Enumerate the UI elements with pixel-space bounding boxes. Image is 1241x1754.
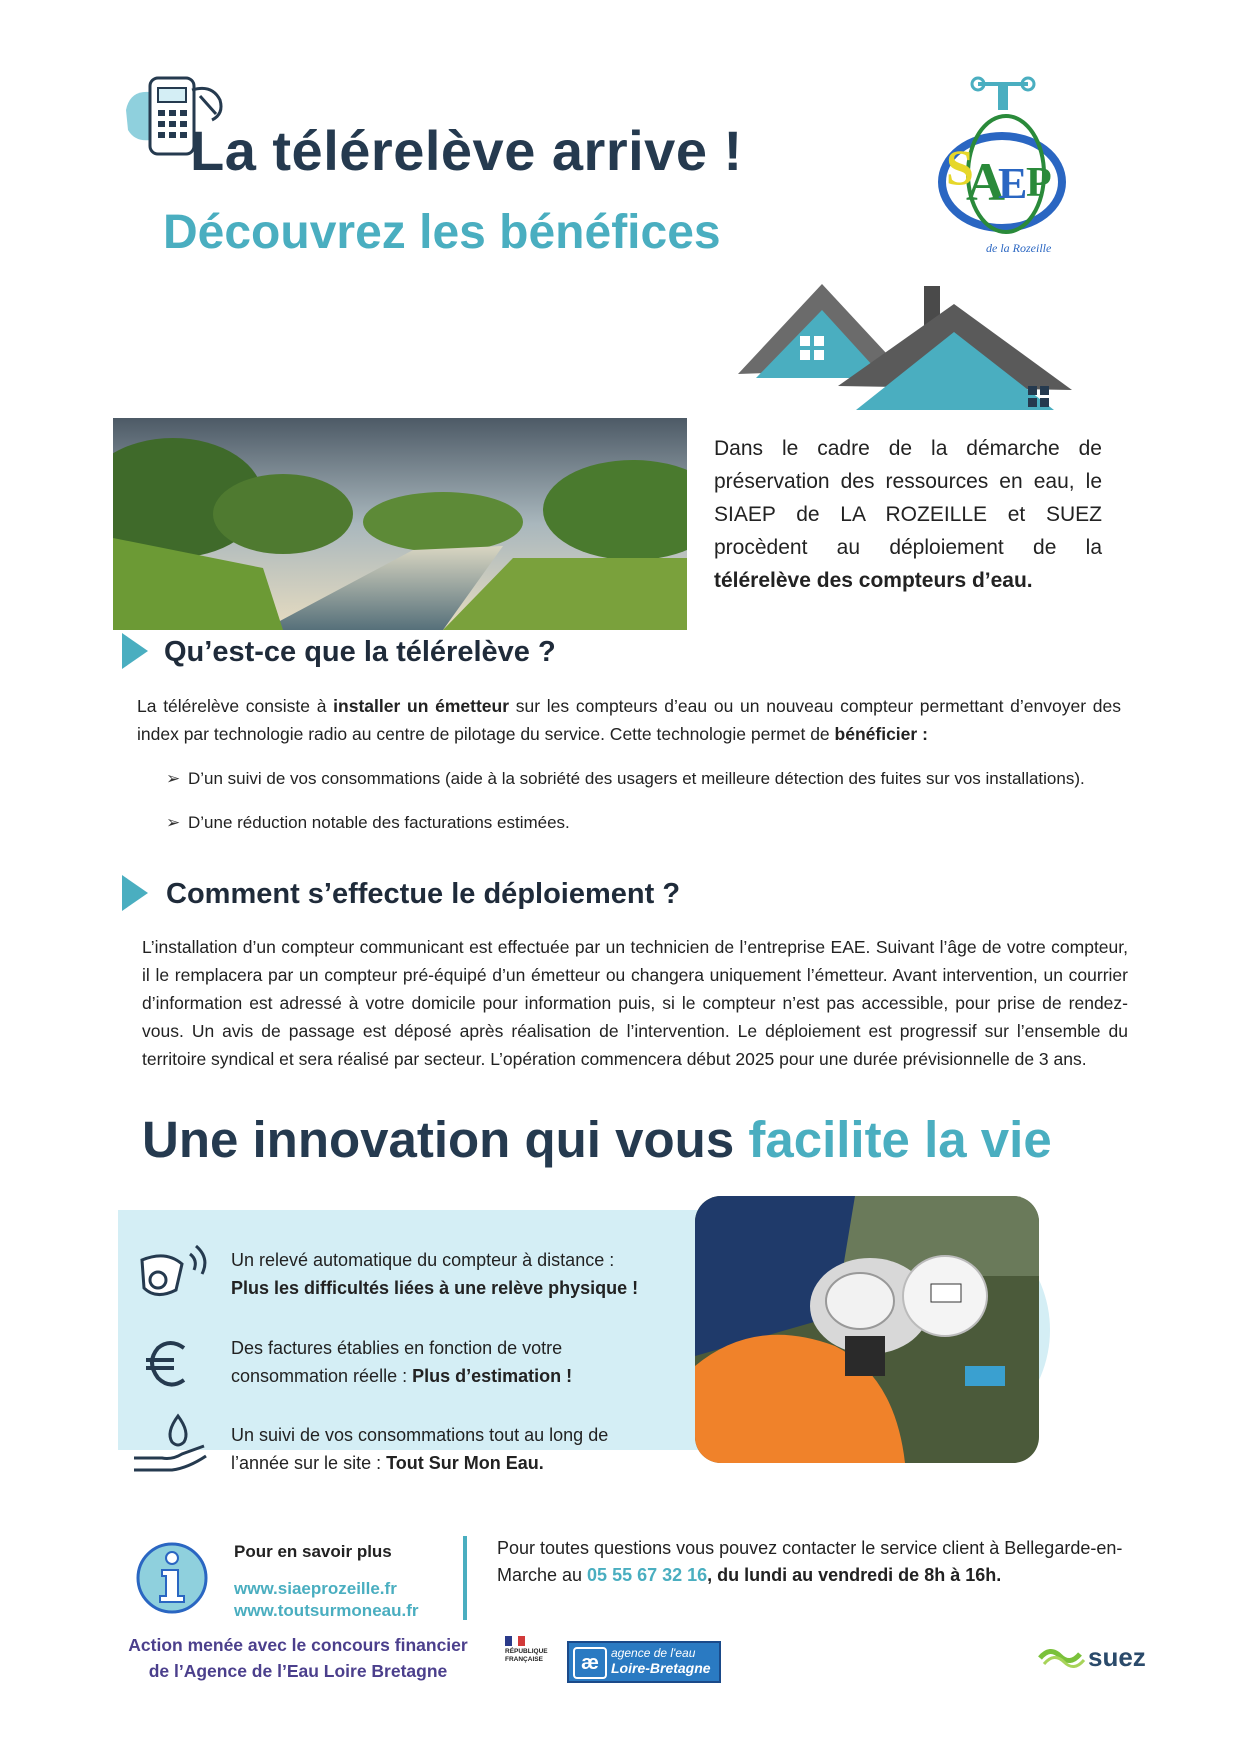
funding-notice: Action menée avec le concours financier de l’Agence de l’Eau Loire Bretagne (128, 1635, 468, 1681)
section-arrow-icon (122, 633, 148, 669)
feature-item: Un relevé automatique du compteur à distance : Plus les difficultés liées à une relève physique ! (231, 1250, 639, 1298)
innovation-heading: Une innovation qui vous facilite la vie (142, 1111, 1052, 1168)
svg-text:A: A (966, 152, 1005, 212)
list-item: ➢ D’un suivi de vos consommations (aide à la sobriété des usagers et meilleure détection des fuites sur vos installations). (166, 769, 1085, 788)
intro-bold: télérelève des compteurs d’eau. (714, 569, 1033, 592)
bullet-arrow-icon: ➢ (166, 813, 181, 832)
feature-item: Un suivi de vos consommations tout au long de l’année sur le site : Tout Sur Mon Eau. (231, 1425, 609, 1473)
siaep-logo (936, 72, 1068, 262)
section2-heading: Comment s’effectue le déploiement ? (166, 878, 681, 910)
svg-text:S: S (946, 139, 974, 195)
republique-francaise-logo: RÉPUBLIQUE FRANÇAISE (505, 1636, 553, 1686)
houses-illustration (738, 278, 1084, 416)
euro-icon (140, 1336, 196, 1392)
info-icon (134, 1540, 210, 1616)
intro-text: Dans le cadre de la démarche de préservation des ressources en eau, le SIAEP de LA ROZEILLE et SUEZ procèdent au déploiement de la (714, 437, 1102, 559)
svg-text:de la Rozeille: de la Rozeille (986, 241, 1052, 255)
section1-paragraph: La télérelève consiste à installer un émetteur sur les compteurs d’eau ou un nouveau compteur permettant d’envoyer des index par technologie radio au centre de pilotage du service. Cette technologie permet de bénéficier : (137, 696, 1121, 744)
svg-text:P: P (1026, 160, 1052, 206)
intro-paragraph (714, 432, 1102, 597)
list-item: ➢ D’une réduction notable des facturations estimées. (166, 813, 570, 832)
svg-text:E: E (998, 159, 1028, 208)
section2-paragraph: L’installation d’un compteur communicant est effectuée par un technicien de l’entreprise EAE. Suivant l’âge de votre compteur, il le remplacera par un compteur pré-équipé d’un émetteur ou changera uniquement l’émetteur. Avant intervention, un courrier d’information est adressé à votre domicile pour information puis, si le compteur n’est pas accessible, pour prise de rendez-vous. Un avis de passage est déposé après réalisation de l’intervention. Le déploiement est progressif sur l’ensemble du territoire syndical et sera réalisé par secteur. L’opération commencera début 2025 pour une durée prévisionnelle de 3 ans. (142, 937, 1128, 1069)
website-link-toutsurmoneau[interactable]: www.toutsurmoneau.fr (234, 1601, 419, 1620)
footer-divider (463, 1536, 467, 1620)
more-info-label: Pour en savoir plus (234, 1542, 392, 1561)
remote-meter-icon (136, 1240, 216, 1306)
feature-item: Des factures établies en fonction de votre consommation réelle : Plus d’estimation ! (231, 1338, 573, 1386)
section1-heading: Qu’est-ce que la télérelève ? (164, 636, 556, 668)
phone-number[interactable]: 05 55 67 32 16 (587, 1565, 708, 1585)
ae-icon: æ (573, 1647, 607, 1679)
bullet-arrow-icon: ➢ (166, 769, 181, 788)
page-title: La télérelève arrive ! (190, 119, 743, 182)
section-arrow-icon (122, 875, 148, 911)
page-subtitle: Découvrez les bénéfices (163, 206, 721, 259)
website-link-siaep[interactable]: www.siaeprozeille.fr (234, 1579, 397, 1598)
suez-mark-icon (1036, 1642, 1090, 1672)
meter-installation-photo (695, 1196, 1039, 1463)
contact-info: Pour toutes questions vous pouvez contacter le service client à Bellegarde-en-Marche au 05 55 67 32 16, du lundi au vendredi de 8h à 16h. (497, 1538, 1123, 1585)
suez-logo: suez (1036, 1642, 1160, 1672)
agence-eau-logo: æ agence de l'eau Loire-Bretagne (567, 1641, 721, 1683)
river-photo (113, 418, 687, 630)
water-drop-hand-icon (132, 1412, 212, 1478)
